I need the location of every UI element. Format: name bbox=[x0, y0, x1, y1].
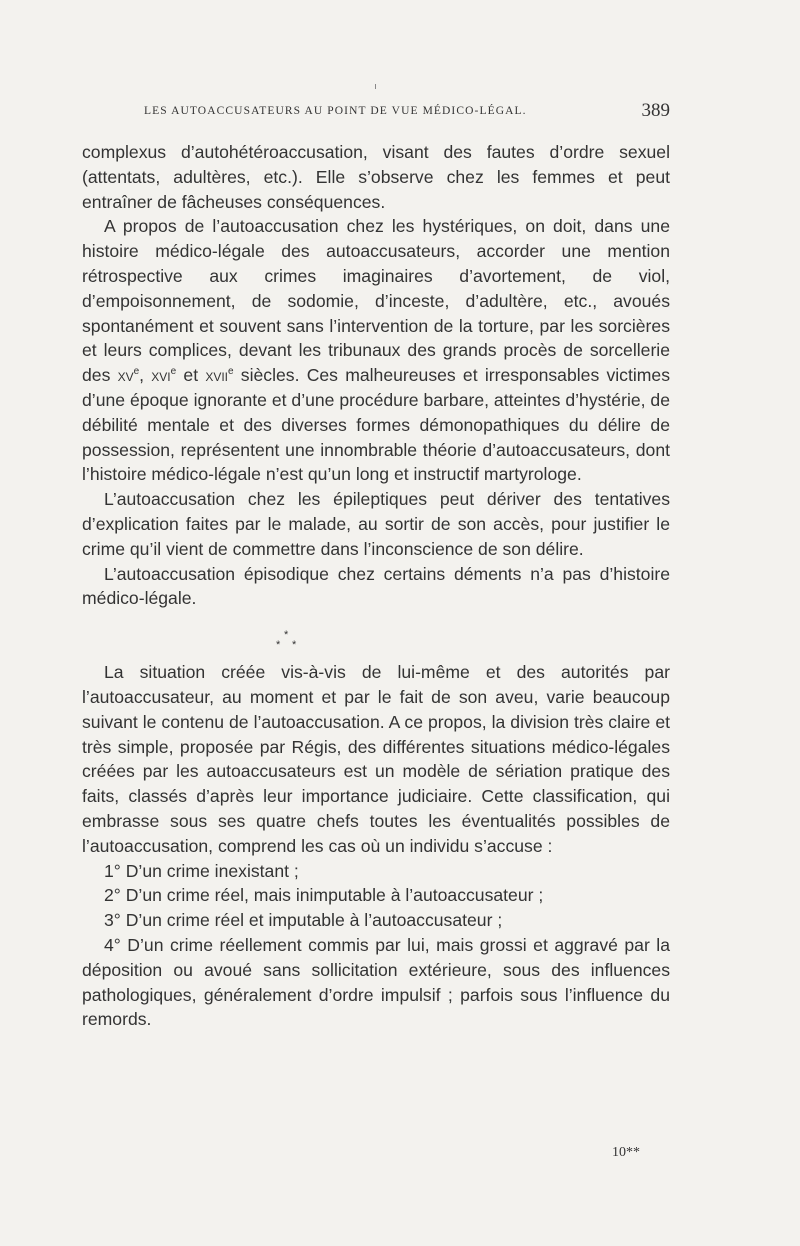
conjunction-et: et bbox=[176, 365, 206, 386]
century-xvii-sup: e bbox=[228, 366, 234, 378]
century-xv: xv bbox=[117, 365, 134, 386]
paragraph-hysteria-text-a: A propos de l’autoaccusation chez les hystériques, on doit, dans une histoire médico-légale des autoaccusateurs, accorder une mention rétrospective aux crimes imaginaires d’avortement, de viol, d’empoisonnement, de sodomie, d’inceste, d’adultère, etc., avoués spontanément et souvent sans l’intervention de la torture, par les sorcières et leurs complices, devant les tribunaux des grands procès de sorcellerie des bbox=[82, 216, 670, 386]
paragraph-hysteria bbox=[82, 214, 670, 487]
paragraph-situation: La situation créée vis-à-vis de lui-même et des autorités par l’autoaccusateur, au moment et par le fait de son aveu, varie beaucoup suivant le contenu de l’autoaccusation. A ce propos, la division très claire et très simple, proposée par Régis, des différentes situations médico-légales créées par les autoaccusateurs est un modèle de sériation pratique des faits, classés d’après leur importance judiciaire. Cette classification, qui embrasse sous ses quatre chefs toutes les éventualités possibles de l’autoaccusation, comprend les cas où un individu s’accuse : bbox=[82, 662, 670, 856]
page-number: 389 bbox=[641, 100, 670, 121]
paragraph-dementia: L’autoaccusation épisodique chez certains déments n’a pas d’histoire médico-légale. bbox=[82, 563, 670, 609]
running-title: LES AUTOACCUSATEURS AU POINT DE VUE MÉDICO-LÉGAL. bbox=[144, 105, 527, 117]
printer-signature: 10** bbox=[612, 1145, 640, 1160]
list-item-1: 1° D’un crime inexistant ; bbox=[104, 860, 299, 881]
century-xv-sup: e bbox=[133, 366, 140, 378]
list-item-4: 4° D’un crime réellement commis par lui, mais grossi et aggravé par la déposition ou avoué sans sollicitation extérieure, sous des influences pathologiques, généralement d’ordre impulsif ; parfois sous l’influence du remords. bbox=[82, 934, 670, 1030]
body-text bbox=[82, 140, 670, 1032]
paragraph-continuation: complexus d’autohétéroaccusation, visant des fautes d’ordre sexuel (attentats, adultères, etc.). Elle s’observe chez les femmes et peut entraîner de fâcheuses conséquences. bbox=[82, 142, 670, 212]
paragraph-hysteria-text-b: siècles. Ces malheureuses et irresponsables victimes d’une époque ignorante et d’une procédure barbare, atteintes d’hystérie, de débilité mentale et des diverses formes démonopathiques du délire de possession, représentent une innombrable théorie d’autoaccusateurs, dont l’histoire médico-légale n’est qu’un long et instructif martyrologe. bbox=[82, 365, 671, 485]
list-item-3: 3° D’un crime réel et imputable à l’autoaccusateur ; bbox=[104, 910, 503, 931]
list-item-2: 2° D’un crime réel, mais inimputable à l’autoaccusateur ; bbox=[104, 885, 544, 906]
asterism-star-top: * bbox=[284, 629, 289, 642]
comma: , bbox=[139, 365, 152, 386]
asterism bbox=[82, 611, 670, 660]
paragraph-epilepsy: L’autoaccusation chez les épileptiques peut dériver des tentatives d’explication faites par le malade, au sortir de son accès, pour justifier le crime qu’il vient de commettre dans l’inconscience de son délire. bbox=[82, 489, 670, 559]
asterism-star-right: * bbox=[292, 639, 297, 652]
century-xvii: xvii bbox=[205, 365, 229, 386]
print-fleck bbox=[375, 84, 376, 89]
century-xvi-sup: e bbox=[170, 366, 177, 378]
century-xvi: xvi bbox=[151, 365, 171, 386]
asterism-star-left: * bbox=[276, 639, 281, 652]
